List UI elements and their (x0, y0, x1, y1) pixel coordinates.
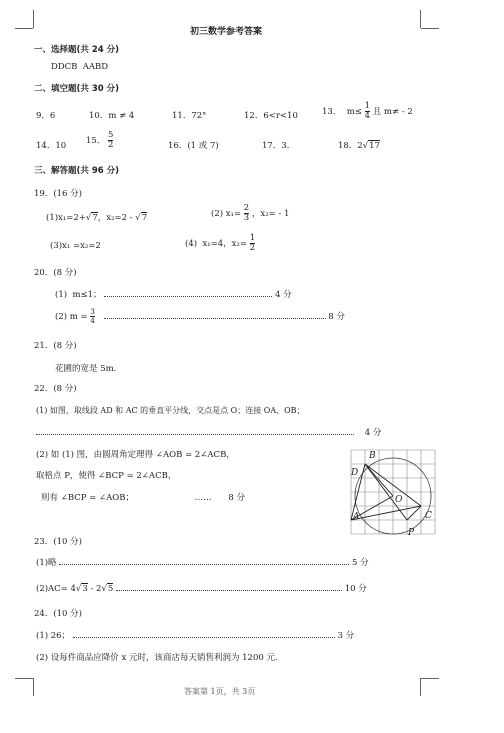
q21-answer: 花圃的宽是 5m. (55, 364, 117, 374)
crop-mark-tl-h (15, 28, 33, 29)
q24-part2: (2) 设每件商品应降价 x 元时，该商店每天销售利润为 1200 元. (36, 653, 278, 663)
q19-2a: (2) x₁= (211, 209, 242, 219)
answer-q10: 10．m ≠ 4 (89, 111, 135, 121)
q15-num: 5 (108, 130, 114, 140)
q19-2-fraction (244, 204, 249, 223)
q22-part2-line3 (41, 491, 245, 503)
q24-heading: 24．(10 分) (34, 609, 82, 619)
label-B: B (369, 451, 376, 461)
crop-mark-br-h (421, 678, 439, 679)
sqrt-icon: √ (135, 213, 141, 223)
sqrt-icon: √ (362, 141, 369, 151)
leader-dots (104, 313, 326, 319)
leader-dots (36, 429, 354, 435)
q19-1-radicand1: 7 (92, 213, 98, 223)
q22-part1-line (36, 426, 381, 438)
leader-dots (116, 585, 342, 591)
answer-q18 (338, 139, 380, 151)
leader-dots (59, 559, 349, 565)
section-1-heading: 一、选择题(共 24 分) (34, 45, 120, 55)
q22-2c: 则有 ∠BCP = ∠AOB； (41, 493, 134, 503)
q20-1-text: (1) m≤1； (55, 290, 102, 300)
q20-2-den: 4 (90, 317, 95, 325)
q19-4-den: 2 (249, 243, 256, 253)
q23-1-score: 5 分 (351, 558, 369, 568)
section-2-heading: 二、填空题(共 30 分) (34, 84, 120, 94)
page-title: 初三数学参考答案 (190, 27, 263, 37)
crop-mark-tr-h (421, 28, 439, 29)
q20-heading: 20．(8 分) (34, 268, 77, 278)
q19-part3: (3)x₁ =x₂=2 (50, 241, 101, 251)
q23-heading: 23．(10 分) (34, 537, 82, 547)
q23-2-radicand2: 5 (107, 584, 114, 594)
q20-part2 (55, 308, 345, 325)
q23-2b: - 2 (87, 584, 102, 594)
q19-1-radicand2: 7 (141, 213, 148, 223)
answer-q17: 17．3． (262, 141, 296, 151)
crop-mark-br-v (420, 678, 421, 696)
q13-fraction (365, 102, 370, 121)
q23-2-radicand1: 3 (82, 584, 88, 594)
q20-part1 (55, 288, 292, 300)
q19-part1 (46, 211, 147, 223)
sqrt-icon: √ (85, 213, 92, 223)
crop-mark-bl-v (33, 678, 34, 696)
label-P: P (408, 528, 415, 538)
q13-prefix: 13． m≤ (322, 107, 362, 117)
q22-part1: (1) 如图，取线段 AD 和 AC 的垂直平分线，交点是点 O；连接 OA、OB； (36, 406, 305, 415)
q19-4a: (4) x₁=4，x₂= (185, 239, 247, 249)
q23-1-text: (1)略 (36, 558, 57, 568)
q20-1-score: 4 分 (274, 290, 292, 300)
answer-q9: 9．6 (36, 111, 56, 121)
label-O: O (395, 495, 403, 505)
answer-q15 (86, 131, 113, 150)
crop-mark-bl-h (15, 678, 33, 679)
q23-part2 (36, 582, 367, 594)
q22-part2-line2: 取格点 P，使得 ∠BCP = 2∠ACB， (36, 471, 177, 481)
q18-radicand: 17 (369, 141, 380, 151)
q19-1b: ，x₂=2 - (97, 213, 133, 223)
q19-heading: 19．(16 分) (34, 189, 82, 199)
q24-1-text: (1) 26； (36, 631, 71, 641)
page-footer: 答案第 1页，共 3页 (184, 687, 256, 696)
q13-num: 1 (364, 101, 371, 111)
q18-prefix: 18．2 (338, 141, 363, 151)
q20-2-num: 3 (90, 308, 95, 316)
q21-heading: 21．(8 分) (34, 341, 77, 351)
q19-2-den: 3 (243, 213, 250, 223)
crop-mark-tr-v (420, 10, 421, 28)
q24-1-score: 3 分 (337, 631, 355, 641)
q20-2-text: (2) m = (55, 312, 88, 322)
q20-2-score: 8 分 (328, 312, 345, 322)
choice-answers: DDCB AABD (51, 62, 109, 72)
q19-2-num: 2 (243, 203, 250, 213)
q22-2-score: 8 分 (228, 493, 245, 503)
q24-part1 (36, 629, 354, 641)
q22-1-score: 4 分 (364, 428, 382, 438)
section-3-heading: 三、解答题(共 96 分) (34, 166, 120, 176)
q23-2a: (2)AC= 4 (36, 584, 76, 594)
q13-suffix: 且 m≠ - 2 (372, 107, 413, 117)
q20-2-fraction (90, 308, 94, 325)
q15-fraction (108, 131, 113, 150)
q13-den: 4 (364, 111, 371, 121)
q22-heading: 22．(8 分) (34, 384, 77, 394)
leader-dots (73, 632, 335, 638)
q19-part2 (211, 204, 289, 223)
label-A: A (353, 512, 360, 522)
crop-mark-tl-v (33, 10, 34, 28)
answer-q13 (322, 102, 413, 121)
q23-part1 (36, 556, 369, 568)
answer-q12: 12．6<r<10 (244, 111, 298, 121)
label-D: D (351, 468, 359, 478)
q22-part2-line1: (2) 如 (1) 图，由圆周角定理得 ∠AOB = 2∠ACB， (36, 450, 235, 460)
q19-2b: ，x₂= - 1 (251, 209, 290, 219)
q22-figure (345, 444, 445, 544)
answer-q14: 14．10 (36, 141, 67, 151)
q19-1a: (1)x₁=2+ (46, 213, 86, 223)
answer-q16: 16．(1 或 7) (168, 141, 219, 151)
q15-den: 2 (108, 140, 114, 150)
q19-4-fraction (250, 234, 255, 253)
sqrt-icon: √ (101, 584, 107, 594)
grid-lines (351, 450, 435, 534)
answer-q11: 11．72° (172, 111, 207, 121)
q23-2-score: 10 分 (344, 584, 367, 594)
leader-dots (104, 291, 272, 297)
sqrt-icon: √ (75, 584, 82, 594)
q19-part4 (185, 234, 255, 253)
q19-4-num: 1 (249, 233, 256, 243)
q22-2-dots: …… (194, 493, 212, 503)
label-C: C (425, 511, 432, 521)
q15-prefix: 15． (86, 136, 106, 146)
